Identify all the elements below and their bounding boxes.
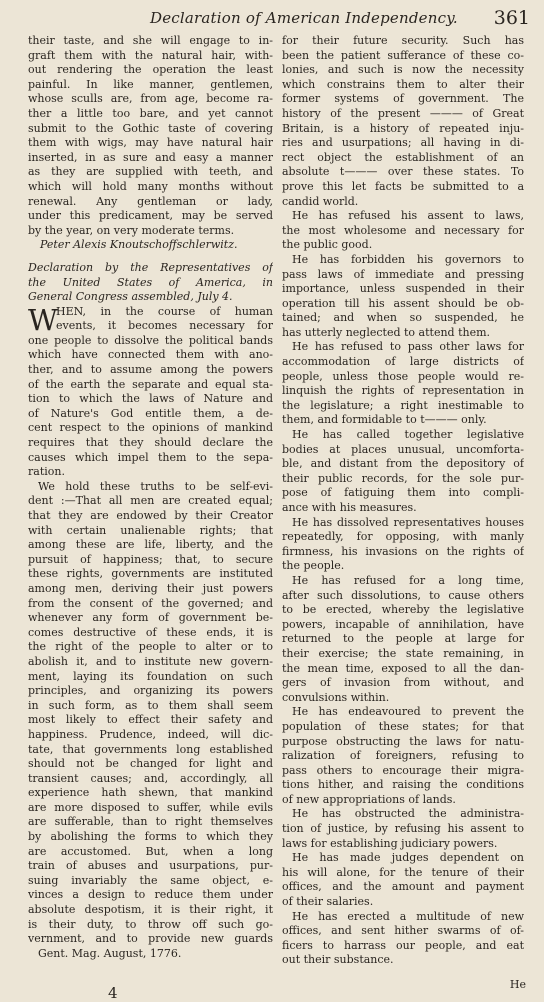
text-line: accommodation of large districts of <box>282 355 524 369</box>
text-line: them, and formidable to t——— only. <box>282 413 487 427</box>
text-line: his will alone, for the tenure of their <box>282 865 524 879</box>
text-line: pursuit of happiness; that, to secure <box>28 552 273 566</box>
text-line: painful. In like manner, gentlemen, <box>28 77 273 91</box>
text-line: submit to the Gothic taste of covering <box>28 121 273 135</box>
text-line: ficers to harrass our people, and eat <box>282 938 524 952</box>
text-line: He has endeavoured to prevent the <box>292 705 524 719</box>
text-line: He has dissolved representatives houses <box>292 515 524 529</box>
catchword: He <box>509 978 526 991</box>
text-line: We hold these truths to be self-evi- <box>38 479 273 493</box>
text-line: whenever any form of government be- <box>28 611 273 625</box>
right-opening-text <box>282 34 524 209</box>
text-line: absolute t——— over these states. To <box>282 165 524 179</box>
text-line: transient causes; and, accordingly, all <box>28 771 273 785</box>
text-line: the most wholesome and necessary for <box>282 223 524 237</box>
text-line: candid world. <box>282 194 359 208</box>
text-line: their public records, for the sole pur- <box>282 471 524 485</box>
text-line: out rendering the operation the least <box>28 63 273 77</box>
text-line: Britain, is a history of repeated inju- <box>282 121 524 135</box>
grievances-list <box>282 209 524 968</box>
truths-paragraph <box>28 480 273 947</box>
text-line: of Nature's God entitle them, a de- <box>28 406 273 420</box>
right-column <box>282 34 524 968</box>
text-line: inserted, in as sure and easy a manner <box>28 150 273 164</box>
text-line: been the patient sufferance of these co- <box>282 48 524 62</box>
grievance-paragraph <box>282 574 524 705</box>
text-line: as they are supplied with teeth, and <box>28 165 273 179</box>
text-line: their taste, and she will engage to in- <box>28 34 273 47</box>
text-line: ance with his measures. <box>282 501 417 514</box>
text-line: for their future security. Such has <box>282 34 524 47</box>
text-line: these rights, governments are instituted <box>28 567 273 581</box>
declaration-heading <box>28 261 273 305</box>
text-line: He has refused to pass other laws for <box>292 340 524 354</box>
grievance-paragraph <box>282 807 524 851</box>
text-line: lonies, and such is now the necessity <box>282 63 524 77</box>
text-line: the legislature; a right inestimable to <box>282 398 524 412</box>
text-line: vinces a design to reduce them under <box>28 888 273 902</box>
text-line: people, unless those people would re- <box>282 369 524 383</box>
text-line: suing invariably the same object, e- <box>28 873 273 887</box>
text-line: tained; and when so suspended, he <box>282 311 524 325</box>
text-line: absolute despotism, it is their right, it <box>28 903 273 917</box>
text-line: are more disposed to suffer, while evils <box>28 800 273 814</box>
text-line: are accustomed. But, when a long <box>28 844 273 858</box>
text-line: should not be changed for light and <box>28 757 273 771</box>
text-line: graft them with the natural hair, with- <box>28 48 273 62</box>
text-line: their exercise; the state remaining, in <box>282 646 524 660</box>
grievance-paragraph <box>282 428 524 516</box>
text-line: He has refused his assent to laws, <box>292 209 524 223</box>
text-line: importance, unless suspended in their <box>282 282 524 296</box>
text-line: of their salaries. <box>282 895 374 909</box>
declaration-paragraph <box>28 334 273 480</box>
text-line: among men, deriving their just powers <box>28 581 273 595</box>
text-line: renewal. Any gentleman or lady, <box>28 194 273 208</box>
text-line: ther, and to assume among the powers <box>28 363 273 377</box>
text-line: events, it becomes necessary for <box>56 319 273 333</box>
text-line: bodies at places unusual, uncomforta- <box>282 442 524 456</box>
text-line: under this predicament, may be served <box>28 209 273 223</box>
left-column <box>28 34 273 961</box>
text-line: tate, that governments long established <box>28 742 273 756</box>
heading-line: General Congress assembled, July 4. <box>28 290 233 304</box>
text-line: ralization of foreigners, refusing to <box>282 749 524 763</box>
text-line: powers, incapable of annihilation, have <box>282 617 524 631</box>
text-line: ries and usurpations; all having in di- <box>282 136 524 150</box>
declaration-opening <box>28 302 273 337</box>
grievance-paragraph <box>282 516 524 574</box>
text-line: repeatedly, for opposing, with manly <box>282 530 524 544</box>
text-line: cent respect to the opinions of mankind <box>28 421 273 435</box>
text-line: convulsions within. <box>282 690 390 704</box>
text-line: operation till his assent should be ob- <box>282 296 524 310</box>
text-line: He has called together legislative <box>292 428 524 442</box>
text-line: laws for establishing judiciary powers. <box>282 836 498 850</box>
text-line: most likely to effect their safety and <box>28 713 273 727</box>
text-line: pose of fatiguing them into compli- <box>282 486 524 500</box>
text-line: history of the present ——— of Great <box>282 106 524 120</box>
page-number: 361 <box>493 7 530 29</box>
text-line: the people. <box>282 559 345 573</box>
text-line: ration. <box>28 465 65 479</box>
text-line: offices, and sent hither swarms of of- <box>282 924 524 938</box>
text-line: the right of the people to alter or to <box>28 640 273 654</box>
text-line: after such dissolutions, to cause others <box>282 588 524 602</box>
text-line: principles, and organizing its powers <box>28 684 273 698</box>
page-footer <box>28 978 528 1002</box>
text-line: by abolishing the forms to which they <box>28 830 273 844</box>
grievance-paragraph <box>282 705 524 807</box>
text-line: with certain unalienable rights; that <box>28 523 273 537</box>
text-line: pass laws of immediate and pressing <box>282 267 524 281</box>
text-line: the public good. <box>282 238 373 252</box>
heading-line: the United States of America, in <box>28 275 273 289</box>
text-line: offices, and the amount and payment <box>282 880 524 894</box>
text-line: purpose obstructing the laws for natu- <box>282 734 524 748</box>
text-line: to be erected, whereby the legislative <box>282 603 524 617</box>
grievance-paragraph <box>282 340 524 428</box>
text-line: is their duty, to throw off such go- <box>28 917 273 931</box>
text-line: are sufferable, than to right themselves <box>28 815 273 829</box>
text-line: in such form, as to them shall seem <box>28 698 273 712</box>
text-line: of the earth the separate and equal sta- <box>28 377 273 391</box>
text-line: He has made judges dependent on <box>292 851 524 865</box>
grievance-paragraph <box>282 910 524 968</box>
grievance-paragraph <box>282 253 524 341</box>
text-line: He has forbidden his governors to <box>292 252 524 266</box>
running-footer: Gent. Mag. August, 1776. <box>38 946 182 960</box>
text-line: ther a little too bare, and yet cannot <box>28 106 273 120</box>
text-line: from the consent of the governed; and <box>28 596 273 610</box>
text-line: rect object the establishment of an <box>282 150 524 164</box>
text-line: pass others to encourage their migra- <box>282 763 524 777</box>
grievance-paragraph <box>282 851 524 909</box>
text-line: HEN, in the course of human <box>56 304 273 318</box>
text-line: requires that they should declare the <box>28 436 273 450</box>
text-line: which constrains them to alter their <box>282 77 524 91</box>
text-line: happiness. Prudence, indeed, will dic- <box>28 727 273 741</box>
text-line: former systems of government. The <box>282 92 524 106</box>
text-line: comes destructive of these ends, it is <box>28 625 273 639</box>
text-line: tions hither, and raising the conditions <box>282 778 524 792</box>
signature-mark: 4 <box>108 984 118 1002</box>
running-title: Declaration of American Independency. <box>150 9 458 27</box>
text-line: linquish the rights of representation in <box>282 384 524 398</box>
drop-cap-lines <box>28 302 273 337</box>
text-line: out their substance. <box>282 953 394 967</box>
heading-line: Declaration by the Representatives of <box>28 260 273 274</box>
text-line: that they are endowed by their Creator <box>28 509 273 522</box>
running-header <box>150 6 530 32</box>
text-line: prove this let facts be submitted to a <box>282 179 524 193</box>
text-line: vernment, and to provide new guards <box>28 932 273 946</box>
spacer <box>28 253 273 261</box>
text-line: He has erected a multitude of new <box>292 909 524 923</box>
text-line: one people to dissolve the political bands <box>28 333 273 347</box>
text-line: among these are life, liberty, and the <box>28 538 273 552</box>
text-line: gers of invasion from without, and <box>282 676 524 690</box>
text-line: has utterly neglected to attend them. <box>282 325 491 339</box>
text-line: returned to the people at large for <box>282 632 524 646</box>
text-line: He has refused for a long time, <box>292 573 524 587</box>
text-line: He has obstructed the administra- <box>292 807 524 821</box>
text-line: dent :—That all men are created equal; <box>28 494 273 508</box>
advertisement-text <box>28 34 273 238</box>
drop-cap: W <box>28 302 58 337</box>
text-line: tion of justice, by refusing his assent to <box>282 822 524 836</box>
signature-line: Peter Alexis Knoutschoffschlerwitz. <box>40 238 238 252</box>
text-line: train of abuses and usurpations, pur- <box>28 859 273 873</box>
text-line: causes which impel them to the sepa- <box>28 450 273 464</box>
text-line: of new appropriations of lands. <box>282 792 456 806</box>
text-line: which will hold many months without <box>28 179 273 193</box>
text-line: which have connected them with ano- <box>28 348 273 362</box>
text-line: ment, laying its foundation on such <box>28 669 273 683</box>
text-line: by the year, on very moderate terms. <box>28 223 235 237</box>
text-line: tion to which the laws of Nature and <box>28 392 273 406</box>
text-line: abolish it, and to institute new govern- <box>28 654 273 668</box>
text-line: experience hath shewn, that mankind <box>28 786 273 800</box>
text-line: them with wigs, may have natural hair <box>28 136 273 150</box>
grievance-paragraph <box>282 209 524 253</box>
text-line: population of these states; for that <box>282 719 524 733</box>
text-line: whose sculls are, from age, become ra- <box>28 92 273 106</box>
text-line: the mean time, exposed to all the dan- <box>282 661 524 675</box>
text-line: firmness, his invasions on the rights of <box>282 544 524 558</box>
text-line: ble, and distant from the depository of <box>282 457 524 471</box>
